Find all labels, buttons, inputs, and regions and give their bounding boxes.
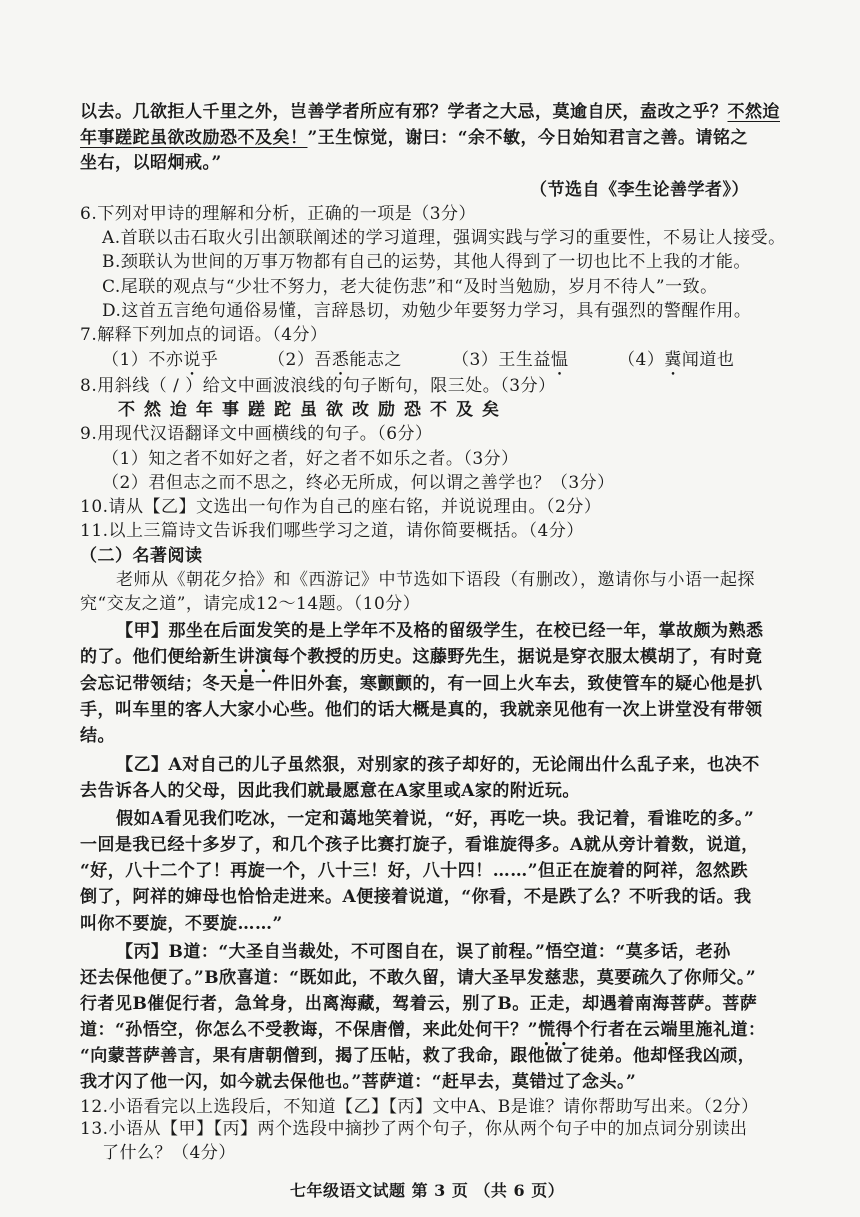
passage-line: 年事蹉跎虽欲改励恐不及矣！”王生惊觉，谢曰：“余不敏，今日始知君言之善。请铭之 — [80, 128, 749, 149]
excerpt-bing-line: “向蒙菩萨善言，果有唐朝僧到，揭了压帖，救了我命，跟他做了徒弟。他却怪我凶顽， — [80, 1046, 756, 1067]
question-13-line: 13.小语从【甲】【丙】两个选段中摘抄了两个句子，你从两个句子中的加点词分别读出 — [80, 1119, 748, 1139]
question-6-option-d: D.这首五言绝句通俗易懂，言辞恳切，劝勉少年要努力学习，具有强烈的警醒作用。 — [102, 300, 752, 321]
question-9-stem: 9.用现代汉语翻译文中画横线的句子。（6分） — [80, 424, 433, 445]
excerpt-yi-line: 【乙】A对自己的儿子虽然狠，对别家的孩子却好的，无论闹出什么乱子来，也决不 — [116, 754, 760, 775]
question-9-sentence-1: （1）知之者不如好之者，好之者不如乐之者。（3分） — [102, 448, 519, 469]
excerpt-bing-line: 还去保他便了。”B欣喜道：“既如此，不敢久留，请大圣早发慈悲，莫要疏久了你师父。” — [80, 967, 757, 988]
section-intro-line: 老师从《朝花夕拾》和《西游记》中节选如下语段（有删改），邀请你与小语一起探 — [116, 569, 755, 590]
excerpt-yi-line: “好，八十二个了！再旋一个，八十三！好，八十四！……”但正在旋着的阿祥，忽然跌 — [80, 861, 749, 882]
question-12: 12.小语看完以上选段后，不知道【乙】【丙】文中A、B是谁？请你帮助写出来。（2分） — [80, 1096, 759, 1117]
question-6-option-c: C.尾联的观点与“少壮不努力，老大徒伤悲”和“及时当勉励，岁月不待人”一致。 — [102, 276, 718, 297]
excerpt-bing-line: 我才闪了他一闪，如今就去保他也。”菩萨道：“赶早去，莫错过了念头。” — [80, 1072, 637, 1093]
question-7-stem: 7.解释下列加点的词语。（4分） — [80, 325, 328, 346]
underlined-sentence: 不然迨 — [727, 102, 780, 122]
excerpt-jia-line: 手，叫车里的客人大家小心些。他们的话大概是真的，我就亲见他有一次上讲堂没有带领 — [80, 699, 763, 720]
underlined-sentence: 年事蹉跎虽欲改励恐不及矣！ — [80, 128, 308, 149]
question-8-sentence: 不然迨年事蹉跎虽欲改励恐不及矣 — [118, 399, 508, 420]
question-7-item-1: （1）不亦说乎 — [102, 349, 219, 370]
question-11: 11.以上三篇诗文告诉我们哪些学习之道，请你简要概括。（4分） — [80, 521, 584, 542]
passage-line: 坐右，以昭炯戒。” — [80, 153, 222, 174]
excerpt-jia-line: 【甲】那坐在后面发笑的是上学年不及格的留级学生，在校已经一年，掌故颇为熟悉 — [116, 621, 764, 642]
question-13-line: 了什么？（4分） — [102, 1143, 236, 1163]
excerpt-bing-line: 【丙】B道：“大圣自当裁处，不可图自在，误了前程。”悟空道：“莫多话，老孙 — [116, 941, 731, 962]
question-9-sentence-2: （2）君但志之而不思之，终必无所成，何以谓之善学也？（3分） — [102, 472, 615, 493]
page-footer: 七年级语文试题 第 3 页 （共 6 页） — [290, 1181, 565, 1200]
excerpt-jia-line: 会忘记带领结；冬天是一件旧外套，寒颤颤的，有一回上火车去，致使管车的疑心他是扒 — [80, 673, 763, 694]
excerpt-yi-line: 一回是我已经十多岁了，和几个孩子比赛打旋子，看谁旋得多。A就从旁计着数，说道， — [80, 835, 759, 856]
section-intro-line: 究“交友之道”，请完成12～14题。（10分） — [80, 594, 421, 615]
question-6-option-b: B.颈联认为世间的万事万物都有自己的运势，其他人得到了一切也比不上我的才能。 — [102, 252, 751, 273]
question-10: 10.请从【乙】文选出一句作为自己的座右铭，并说说理由。（2分） — [80, 497, 602, 517]
question-8-stem: 8.用斜线（ / ）给文中画波浪线的句子断句，限三处。（3分） — [80, 375, 556, 396]
section-heading: （二）名著阅读 — [80, 545, 203, 566]
excerpt-yi-line: 倒了，阿祥的婶母也恰恰走进来。A便接着说道，“你看，不是跌了么？不听我的话。我 — [80, 887, 752, 908]
passage-source: （节选自《李生论善学者》） — [530, 179, 749, 200]
excerpt-yi-line: 假如A看见我们吃冰，一定和蔼地笑着说，“好，再吃一块。我记着，看谁吃的多。” — [116, 809, 755, 829]
excerpt-bing-line: 行者见B催促行者，急耸身，出离海藏，驾着云，别了B。正走，却遇着南海菩萨。菩萨 — [80, 993, 758, 1014]
question-6-option-a: A.首联以击石取火引出颔联阐述的学习道理，强调实践与学习的重要性，不易让人接受。 — [102, 228, 786, 249]
excerpt-jia-line: 结。 — [80, 725, 115, 746]
excerpt-yi-line: 叫你不要旋，不要旋……” — [80, 913, 283, 934]
passage-line: 以去。几欲拒人千里之外，岂善学者所应有邪？学者之大忌，莫逾自厌，盍改之乎？不然迨 — [80, 102, 780, 122]
question-7-item-2: （2）吾悉能志之 — [268, 349, 402, 370]
question-6-stem: 6.下列对甲诗的理解和分析，正确的一项是（3分） — [80, 203, 477, 224]
excerpt-jia-line: 的了。他们便给新生讲演每个教授的历史。这藤野先生，据说是穿衣服太模胡了，有时竟 — [80, 647, 763, 668]
question-7-item-4: （4）冀闻道也 — [618, 349, 735, 370]
excerpt-yi-line: 去告诉各人的父母，因此我们就最愿意在A家里或A家的附近玩。 — [80, 780, 580, 801]
excerpt-bing-line: 道：“孙悟空，你怎么不受教诲，不保唐僧，来此处何干？”慌得个行者在云端里施礼道： — [80, 1020, 766, 1040]
question-7-item-3: （3）王生益愠 — [452, 349, 569, 370]
